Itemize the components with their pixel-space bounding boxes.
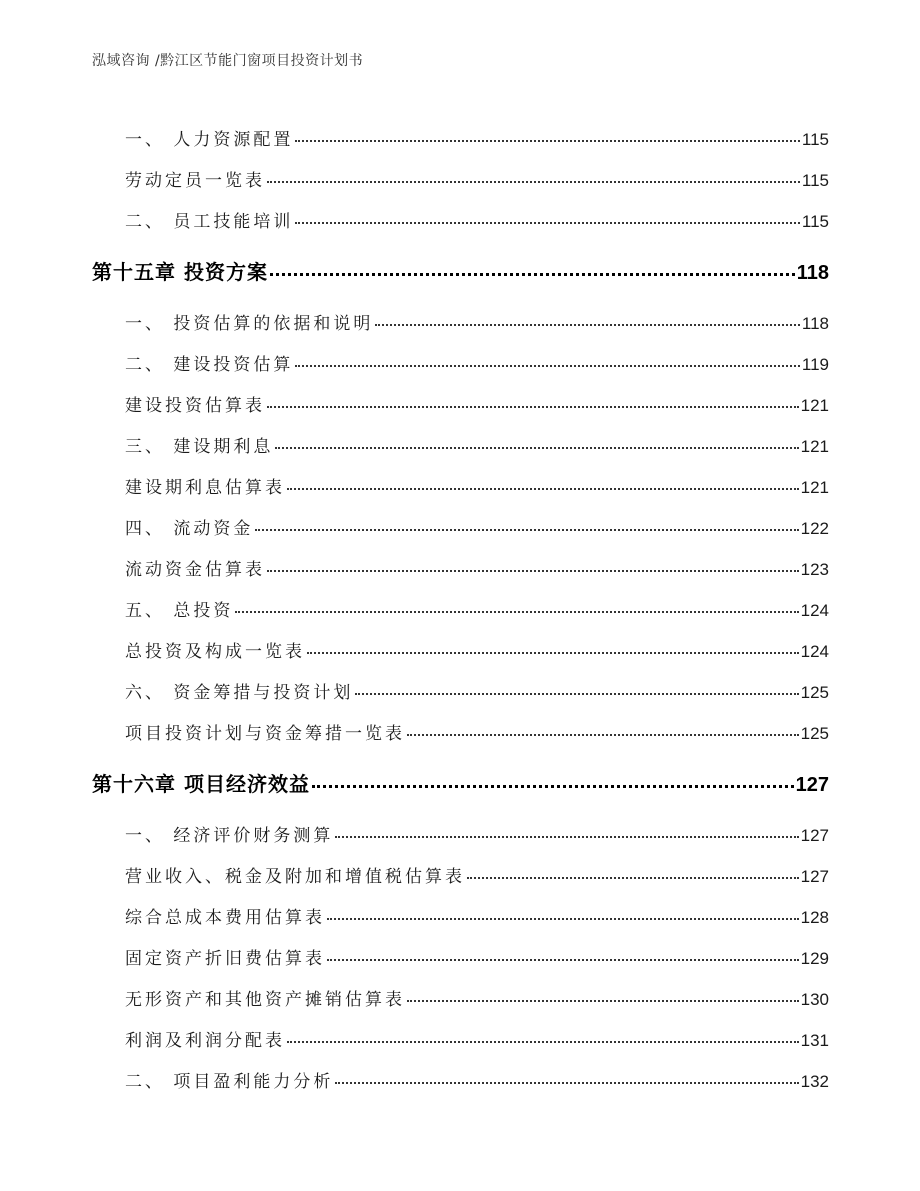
toc-dot-leader [295, 222, 799, 224]
toc-entry-page-number: 124 [800, 642, 829, 661]
toc-section-entry[interactable] [125, 903, 829, 928]
toc-entry-page-number: 121 [800, 396, 829, 415]
toc-section-entry[interactable] [125, 985, 829, 1010]
toc-section-entry[interactable] [125, 821, 829, 846]
toc-entry-page-number: 130 [800, 990, 829, 1009]
toc-entry-title: 利润及利润分配表 [125, 1031, 285, 1051]
toc-section-entry[interactable] [125, 678, 829, 703]
toc-dot-leader [335, 836, 798, 838]
toc-dot-leader [295, 140, 799, 142]
toc-entry-title: 劳动定员一览表 [125, 171, 265, 191]
toc-section-entry[interactable] [125, 309, 829, 334]
toc-dot-leader [267, 181, 800, 183]
toc-entry-page-number: 124 [800, 601, 829, 620]
toc-entry-page-number: 118 [796, 262, 829, 284]
toc-entry-title: 三、 建设期利息 [125, 437, 274, 457]
toc-dot-leader [467, 877, 799, 879]
toc-entry-page-number: 122 [800, 519, 829, 538]
toc-dot-leader [355, 693, 798, 695]
toc-section-entry[interactable] [125, 166, 829, 191]
toc-dot-leader [295, 365, 799, 367]
toc-dot-leader [275, 447, 798, 449]
toc-entry-page-number: 128 [800, 908, 829, 927]
toc-section-entry[interactable] [125, 473, 829, 498]
toc-section-entry[interactable] [125, 350, 829, 375]
toc-dot-leader [407, 734, 799, 736]
toc-entry-title: 建设投资估算表 [125, 396, 265, 416]
toc-entry-title: 综合总成本费用估算表 [125, 908, 325, 928]
toc-entry-page-number: 115 [801, 212, 829, 231]
toc-dot-leader [327, 918, 799, 920]
toc-entry-page-number: 123 [800, 560, 829, 579]
toc-section-entry[interactable] [125, 862, 829, 887]
toc-section-entry[interactable] [125, 207, 829, 232]
toc-entry-title: 一、 人力资源配置 [125, 130, 294, 150]
toc-entry-title: 一、 经济评价财务测算 [125, 826, 334, 846]
toc-entry-title: 总投资及构成一览表 [125, 642, 305, 662]
toc-entry-page-number: 125 [800, 724, 829, 743]
toc-dot-leader [307, 652, 799, 654]
toc-entry-title: 流动资金估算表 [125, 560, 265, 580]
toc-entry-title: 建设期利息估算表 [125, 478, 285, 498]
toc-dot-leader [407, 1000, 799, 1002]
toc-dot-leader [267, 406, 799, 408]
toc-entry-title: 五、 总投资 [125, 601, 234, 621]
toc-entry-page-number: 131 [800, 1031, 829, 1050]
toc-entry-title: 一、 投资估算的依据和说明 [125, 314, 374, 334]
toc-section-entry[interactable] [125, 719, 829, 744]
toc-section-entry[interactable] [125, 944, 829, 969]
toc-entry-page-number: 115 [801, 171, 829, 190]
toc-entry-page-number: 119 [801, 355, 829, 374]
toc-entry-page-number: 118 [801, 314, 829, 333]
toc-section-entry[interactable] [125, 432, 829, 457]
toc-dot-leader [235, 611, 798, 613]
toc-dot-leader [287, 1041, 799, 1043]
toc-dot-leader [312, 785, 794, 788]
toc-entry-title: 营业收入、税金及附加和增值税估算表 [125, 867, 465, 887]
toc-entry-title: 六、 资金筹措与投资计划 [125, 683, 354, 703]
toc-entry-title: 四、 流动资金 [125, 519, 254, 539]
toc-entry-page-number: 132 [800, 1072, 829, 1091]
toc-section-entry[interactable] [125, 637, 829, 662]
toc-entry-title: 第十五章 投资方案 [92, 260, 268, 284]
toc-entry-page-number: 121 [800, 437, 829, 456]
toc-dot-leader [287, 488, 799, 490]
toc-section-entry[interactable] [125, 596, 829, 621]
toc-dot-leader [267, 570, 799, 572]
toc-entry-page-number: 127 [800, 867, 829, 886]
toc-chapter-entry[interactable] [92, 256, 829, 285]
toc-entry-title: 固定资产折旧费估算表 [125, 949, 325, 969]
page-header: 泓域咨询 /黔江区节能门窗项目投资计划书 [92, 53, 364, 69]
toc-section-entry[interactable] [125, 1026, 829, 1051]
toc-entry-page-number: 129 [800, 949, 829, 968]
toc-entry-page-number: 127 [800, 826, 829, 845]
toc-section-entry[interactable] [125, 125, 829, 150]
toc-section-entry[interactable] [125, 391, 829, 416]
toc-section-entry[interactable] [125, 1067, 829, 1092]
toc-dot-leader [327, 959, 799, 961]
toc-dot-leader [255, 529, 798, 531]
toc-dot-leader [270, 273, 795, 276]
toc-entry-page-number: 115 [801, 130, 829, 149]
toc-chapter-entry[interactable] [92, 768, 829, 797]
toc-entry-title: 二、 建设投资估算 [125, 355, 294, 375]
toc-entry-title: 第十六章 项目经济效益 [92, 772, 310, 796]
toc-entry-title: 无形资产和其他资产摊销估算表 [125, 990, 405, 1010]
toc-entry-page-number: 125 [800, 683, 829, 702]
toc-entry-title: 二、 员工技能培训 [125, 212, 294, 232]
toc-entry-title: 项目投资计划与资金筹措一览表 [125, 724, 405, 744]
toc-dot-leader [335, 1082, 798, 1084]
toc-section-entry[interactable] [125, 555, 829, 580]
toc-entry-title: 二、 项目盈利能力分析 [125, 1072, 334, 1092]
toc-entry-page-number: 127 [795, 774, 829, 796]
toc-section-entry[interactable] [125, 514, 829, 539]
toc-dot-leader [375, 324, 799, 326]
toc-entry-page-number: 121 [800, 478, 829, 497]
